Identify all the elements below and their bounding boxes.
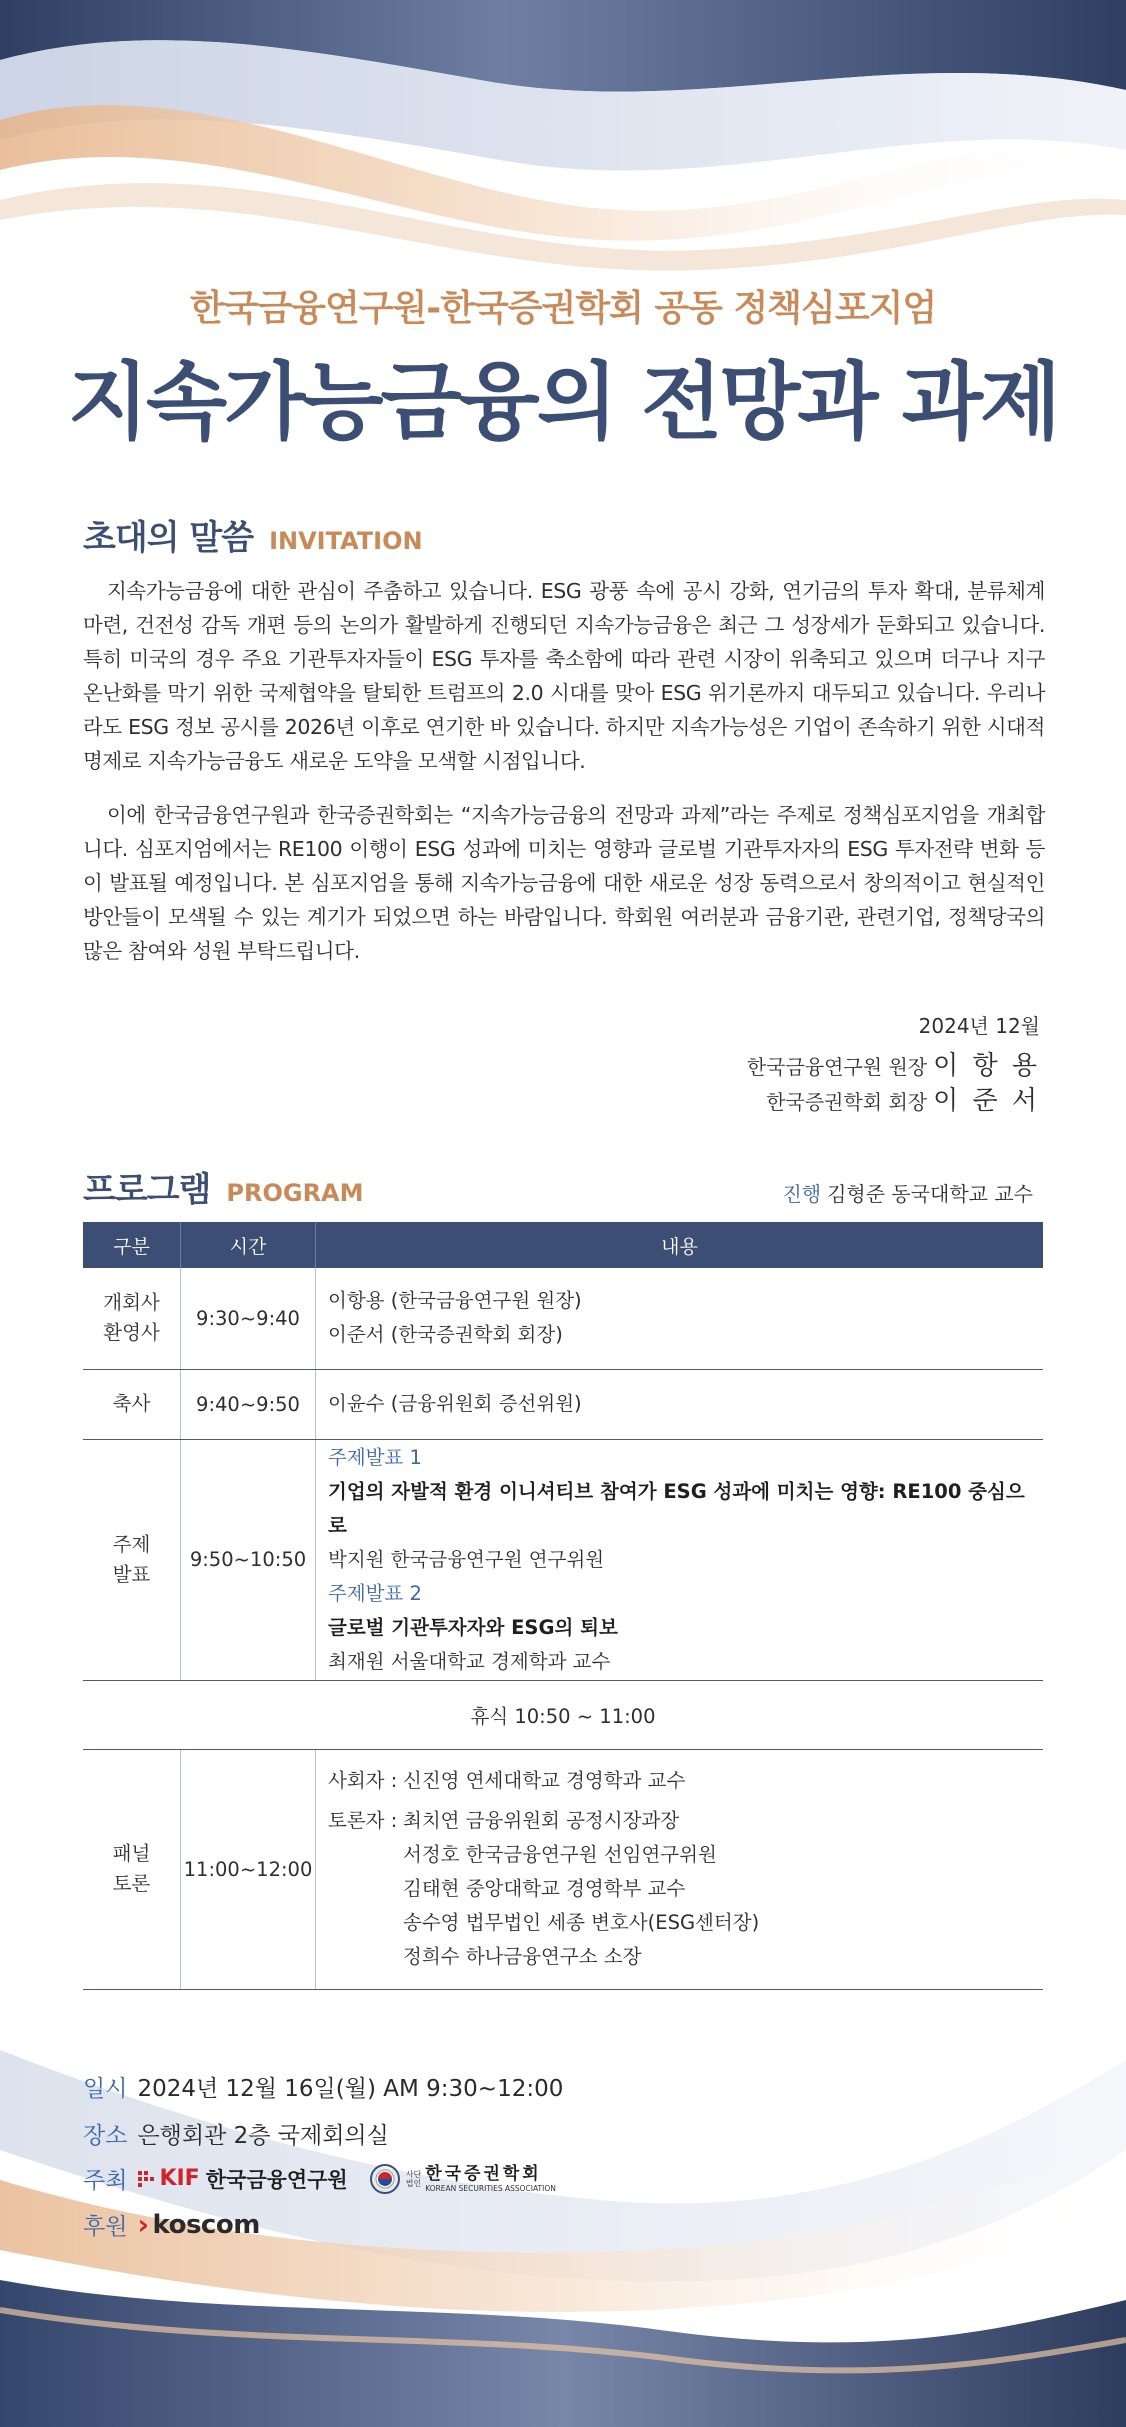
date-label: 일시 — [83, 2076, 128, 2102]
invitation-heading-en: INVITATION — [269, 527, 423, 555]
program-moderator — [782, 1178, 1033, 1207]
signer-kif — [747, 1045, 1040, 1082]
content-line: 이항용 (한국금융연구원 원장) — [328, 1289, 582, 1313]
break-row — [83, 1680, 1043, 1749]
chair-line — [328, 1764, 1042, 1798]
column-header: 내용 — [316, 1222, 1044, 1268]
signer-role: 한국증권학회 회장 — [766, 1090, 928, 1114]
row-content — [316, 1749, 1044, 1989]
panelist: 정희수 하나금융연구소 소장 — [403, 1945, 642, 1968]
row-content: 이윤수 (금융위원회 증선위원) — [316, 1369, 1044, 1439]
event-date — [83, 2070, 563, 2103]
invitation-body — [83, 574, 1045, 988]
table-row — [83, 1268, 1043, 1369]
event-title: 지속가능금융의 전망과 과제 — [67, 353, 1059, 451]
ksa-small-label — [406, 2170, 421, 2188]
row-time: 9:30~9:40 — [181, 1268, 316, 1369]
ksa-small-line: 법인 — [405, 2178, 422, 2188]
row-category — [83, 1749, 181, 1989]
signer-name: 이 항 용 — [933, 1051, 1040, 1081]
kif-dots-icon — [137, 2170, 155, 2188]
invitation-heading-ko: 초대의 말씀 — [83, 518, 254, 558]
venue-value: 은행회관 2층 국제회의실 — [137, 2123, 389, 2149]
table-row — [83, 1749, 1043, 1989]
koscom-arrow-icon: › — [137, 2208, 149, 2241]
row-content — [316, 1268, 1044, 1369]
talk-title: 기업의 자발적 환경 이니셔티브 참여가 ESG 성과에 미치는 영향: RE100 중심으로 — [328, 1479, 1025, 1537]
row-time: 9:50~10:50 — [181, 1439, 316, 1680]
panelist: 서정호 한국금융연구원 선임연구위원 — [403, 1843, 717, 1866]
kif-logo — [137, 2164, 347, 2194]
event-venue — [83, 2117, 389, 2150]
signer-ksa — [766, 1080, 1040, 1117]
program-heading-en: PROGRAM — [226, 1179, 364, 1207]
moderator-name: 김형준 동국대학교 교수 — [827, 1182, 1033, 1206]
ksa-logo — [370, 2164, 556, 2194]
table-row — [83, 1369, 1043, 1439]
row-category — [83, 1439, 181, 1680]
program-heading — [83, 1162, 364, 1211]
date-value: 2024년 12월 16일(월) AM 9:30~12:00 — [137, 2076, 564, 2102]
row-content — [316, 1439, 1044, 1680]
sponsor-label: 후원 — [83, 2214, 128, 2240]
category-line: 환영사 — [103, 1321, 160, 1345]
talk-title: 글로벌 기관투자자와 ESG의 퇴보 — [328, 1615, 618, 1639]
panel-label: 토론자 : — [328, 1809, 398, 1832]
row-category — [83, 1268, 181, 1369]
table-row — [83, 1439, 1043, 1680]
moderator-label: 진행 — [782, 1182, 822, 1206]
venue-label: 장소 — [83, 2123, 128, 2149]
invitation-paragraph: 지속가능금융에 대한 관심이 주춤하고 있습니다. ESG 광풍 속에 공시 강화, 연기금의 투자 확대, 분류체계 마련, 건전성 감독 개편 등의 논의가 활발하게 진행되던 지속가능금융은 최근 그 성장세가 둔화되고 있습니다. 특히 미국의 경우 주요 기관투자자들이 ESG 투자를 축소함에 따라 관련 시장이 위축되고 있으며 더구나 지구 온난화를 막기 위한 국제협약을 탈퇴한 트럼프의 2.0 시대를 맞아 ESG 위기론까지 대두되고 있습니다. 우리나라도 ESG 정보 공시를 2026년 이후로 연기한 바 있습니다. 하지만 지속가능성은 기업이 존속하기 위한 시대적 명제로 지속가능금융도 새로운 도약을 모색할 시점입니다. — [83, 579, 1045, 773]
category-line: 패널 — [112, 1842, 151, 1865]
panelist: 송수영 법무법인 세종 변호사(ESG센터장) — [403, 1911, 760, 1934]
row-time: 9:40~9:50 — [181, 1369, 316, 1439]
column-header: 시간 — [181, 1222, 316, 1268]
category-line: 토론 — [112, 1872, 151, 1895]
ksa-name-block — [425, 2165, 556, 2193]
event-sponsor — [83, 2208, 260, 2241]
invitation-date: 2024년 12월 — [918, 1014, 1040, 1038]
ksa-name: 한국증권학회 — [425, 2163, 542, 2184]
kif-mark: KIF — [159, 2166, 200, 2191]
kif-name: 한국금융연구원 — [205, 2167, 348, 2192]
invitation-heading — [83, 510, 423, 559]
program-table — [83, 1222, 1043, 1990]
ksa-name-en: KOREAN SECURITIES ASSOCIATION — [425, 2183, 556, 2193]
row-time: 11:00~12:00 — [181, 1749, 316, 1989]
invitation-paragraph: 이에 한국금융연구원과 한국증권학회는 “지속가능금융의 전망과 과제”라는 주제로 정책심포지엄을 개최합니다. 심포지엄에서는 RE100 이행이 ESG 성과에 미치는 영향과 글로벌 기관투자자의 ESG 투자전략 변화 등이 발표될 예정입니다. 본 심포지엄을 통해 지속가능금융에 대한 새로운 성장 동력으로서 창의적이고 현실적인 방안들이 모색될 수 있는 계기가 되었으면 하는 바람입니다. 학회원 여러분과 금융기관, 관련기업, 정책당국의 많은 참여와 성원 부탁드립니다. — [83, 803, 1045, 963]
signer-name: 이 준 서 — [933, 1086, 1040, 1116]
talk-presenter: 박지원 한국금융연구원 연구위원 — [328, 1547, 605, 1571]
program-heading-ko: 프로그램 — [83, 1170, 211, 1210]
ksa-small-line: 사단 — [405, 2169, 422, 2179]
event-host — [83, 2162, 556, 2195]
koscom-logo — [137, 2208, 259, 2241]
talk-label: 주제발표 2 — [328, 1581, 422, 1605]
panelist: 김태현 중앙대학교 경영학부 교수 — [403, 1877, 686, 1900]
talk-presenter: 최재원 서울대학교 경제학과 교수 — [328, 1649, 611, 1673]
chair-name: 신진영 연세대학교 경영학과 교수 — [403, 1769, 686, 1792]
panelist-list — [403, 1804, 759, 1974]
panelist: 최치연 금융위원회 공정시장과장 — [403, 1809, 680, 1832]
talk-label: 주제발표 1 — [328, 1445, 422, 1469]
category-line: 주제 — [112, 1532, 151, 1556]
event-subtitle: 한국금융연구원-한국증권학회 공동 정책심포지엄 — [189, 288, 937, 329]
break-text: 휴식 10:50 ~ 11:00 — [83, 1680, 1043, 1749]
table-header-row — [83, 1222, 1043, 1268]
host-label: 주최 — [83, 2168, 128, 2194]
signer-role: 한국금융연구원 원장 — [746, 1055, 928, 1079]
chair-label: 사회자 : — [328, 1769, 398, 1792]
content-line: 이준서 (한국증권학회 회장) — [328, 1323, 563, 1347]
category-line: 발표 — [112, 1562, 151, 1586]
category-line: 개회사 — [103, 1291, 160, 1315]
koscom-name: koscom — [152, 2209, 260, 2240]
ksa-seal-icon — [370, 2164, 400, 2194]
row-category: 축사 — [83, 1369, 181, 1439]
column-header: 구분 — [83, 1222, 181, 1268]
panelists — [328, 1804, 1042, 1974]
